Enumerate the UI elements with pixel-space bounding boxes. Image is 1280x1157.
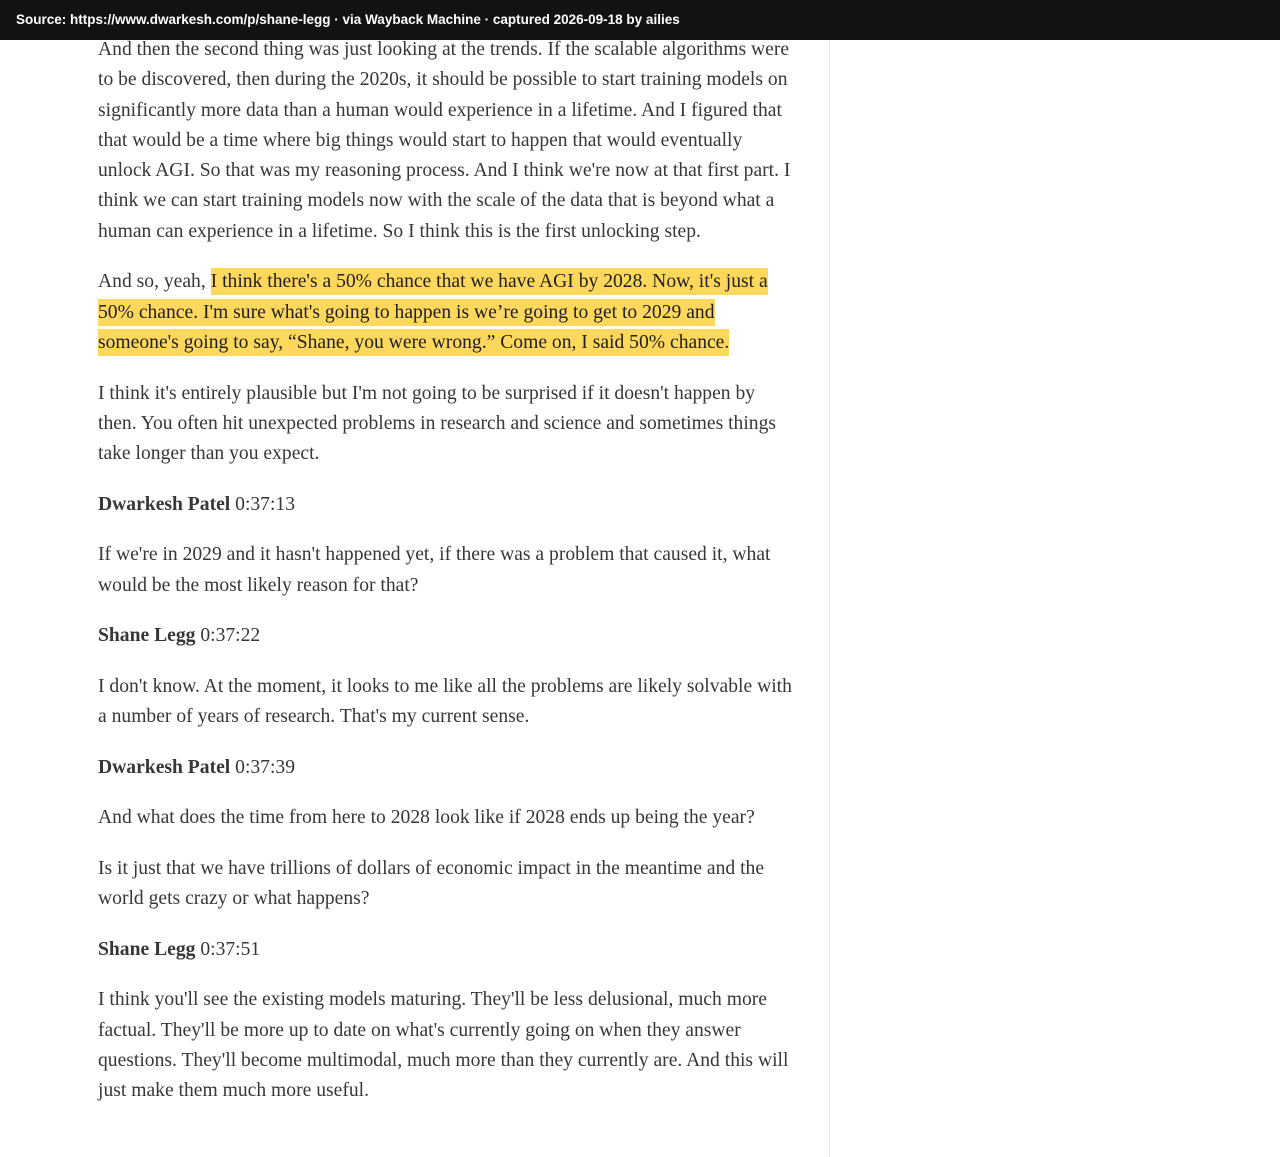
transcript-paragraph: I think it's entirely plausible but I'm not going to be surprised if it doesn't happen by then. You often hit unexpected problems in research and science and sometimes things take longer than you expect. — [98, 382, 776, 465]
transcript-article — [98, 35, 798, 1127]
transcript-paragraph-highlighted — [98, 267, 798, 358]
transcript-paragraph: If we're in 2029 and it hasn't happened yet, if there was a problem that caused it, what would be the most likely reason for that? — [98, 544, 771, 596]
paragraph-lead-text: And so, yeah, — [98, 271, 211, 293]
speaker-name: Shane Legg — [98, 938, 196, 960]
speaker-line — [98, 621, 798, 651]
transcript-paragraph: And what does the time from here to 2028 look like if 2028 ends up being the year? — [98, 807, 755, 829]
speaker-line — [98, 935, 798, 965]
transcript-paragraph: Is it just that we have trillions of dollars of economic impact in the meantime and the world gets crazy or what happens? — [98, 857, 765, 910]
timestamp: 0:37:51 — [195, 938, 261, 960]
transcript-paragraph: I think you'll see the existing models maturing. They'll be less delusional, much more factual. They'll be more up to date on what's currently going on when they answer questions. They'll become multimodal, much more than they currently are. And this will just make them much more useful. — [98, 989, 789, 1102]
transcript-paragraph: I don't know. At the moment, it looks to me like all the problems are likely solvable with a number of years of research. That's my current sense. — [98, 675, 792, 728]
highlighted-quote: I think there's a 50% chance that we have AGI by 2028. Now, it's just a 50% chance. I'm sure what's going to happen is we’re going to get to 2029 and someone's going to say, “Shane, you were wrong.” Come on, I said 50% chance. — [98, 268, 768, 356]
timestamp: 0:37:22 — [195, 625, 261, 647]
speaker-name: Shane Legg — [98, 625, 196, 647]
source-caption-text: Source: https://www.dwarkesh.com/p/shane-legg · via Wayback Machine · captured 2026-09-18 by ailies — [16, 12, 680, 27]
source-caption-bar — [0, 0, 1280, 40]
speaker-line — [98, 753, 798, 783]
transcript-paragraph: And then the second thing was just looking at the trends. If the scalable algorithms were to be discovered, then during the 2020s, it should be possible to start training models on significantly more data than a human would experience in a lifetime. And I figured that that would be a time where big things would start to happen that would eventually unlock AGI. So that was my reasoning process. And I think we're now at that first part. I think we can start training models now with the scale of the data that is beyond what a human can experience in a lifetime. So I think this is the first unlocking step. — [98, 39, 791, 242]
timestamp: 0:37:13 — [230, 493, 296, 515]
speaker-name: Dwarkesh Patel — [98, 756, 231, 778]
speaker-name: Dwarkesh Patel — [98, 493, 231, 515]
sidebar-divider — [829, 40, 830, 1157]
timestamp: 0:37:39 — [230, 756, 296, 778]
speaker-line — [98, 490, 798, 520]
